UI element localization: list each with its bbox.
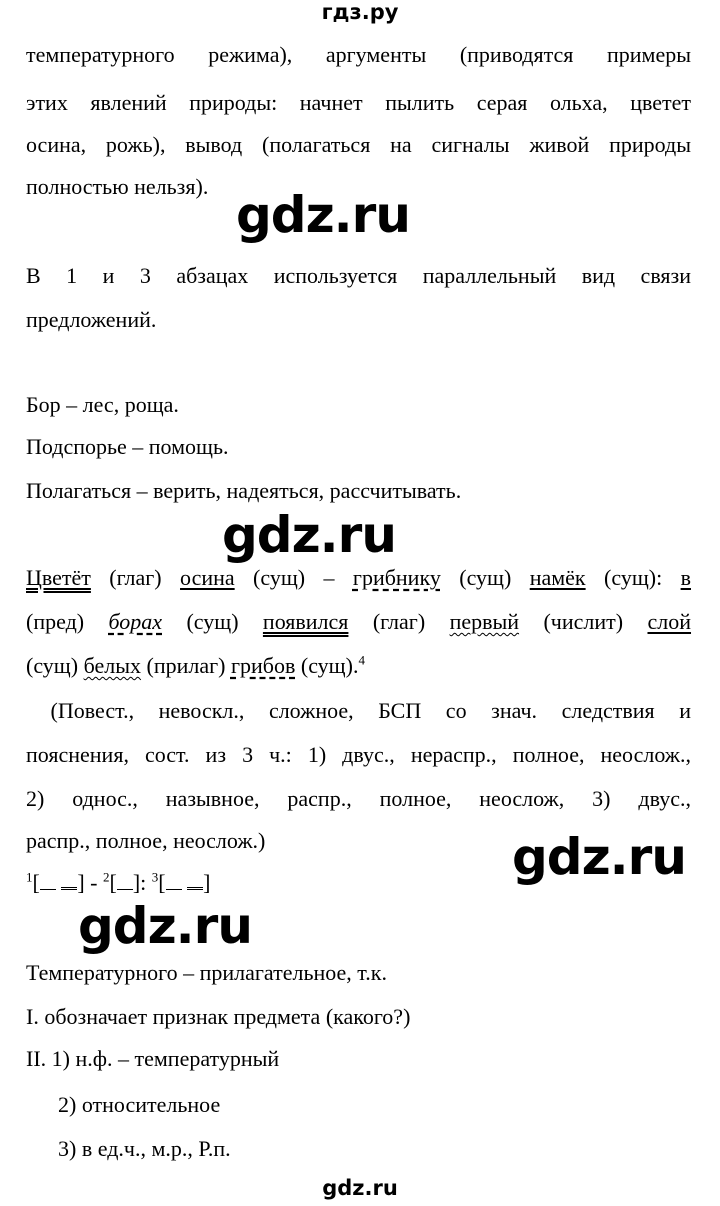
scheme-part-number: 2 xyxy=(102,869,110,885)
sentence-number: 4 xyxy=(358,652,365,668)
parse-line-3 xyxy=(26,653,365,679)
characteristic-line-4: распр., полное, неослож.) xyxy=(26,828,266,853)
morph-item: I. обозначает признак предмета (какого?) xyxy=(26,1004,411,1029)
bracket-open: [ xyxy=(109,870,117,895)
synonym-line: Бор – лес, роща. xyxy=(26,392,179,417)
parse-line-1 xyxy=(26,565,691,591)
header-site-label: гдз.ру xyxy=(321,0,399,24)
synonym-line: Полагаться – верить, надеяться, рассчитывать. xyxy=(26,478,462,503)
predicate-blank xyxy=(61,871,77,890)
attribute-word: белых xyxy=(83,653,142,678)
morph-item: II. 1) н.ф. – температурный xyxy=(26,1046,280,1071)
paragraph-1-line-4: полностью нельзя). xyxy=(26,174,209,199)
paragraph-2-line-2: предложений. xyxy=(26,307,157,332)
adverbial-word: борах xyxy=(108,609,163,634)
pos-tag: (глаг) xyxy=(348,609,450,634)
sentence-scheme xyxy=(26,870,210,896)
subject-blank xyxy=(166,873,182,890)
bracket-close: ] xyxy=(132,870,141,895)
predicate-word: Цветёт xyxy=(26,565,91,590)
morph-item: 2) относительное xyxy=(58,1092,221,1117)
object-word: грибнику xyxy=(352,565,441,590)
object-word: грибов xyxy=(230,653,296,678)
preposition-word: в xyxy=(680,565,691,590)
scheme-part-number: 1 xyxy=(26,869,33,885)
synonym-line: Подспорье – помощь. xyxy=(26,434,229,459)
pos-tag: (сущ) xyxy=(26,653,84,678)
pos-tag: (сущ) xyxy=(440,565,530,590)
pos-tag: (прилаг) xyxy=(141,653,231,678)
bracket-close: ] xyxy=(77,870,85,895)
footer-site-label: gdz.ru xyxy=(322,1176,398,1200)
pos-tag: (сущ) – xyxy=(234,565,353,590)
paragraph-1-line-3: осина, рожь), вывод (полагаться на сигналы живой природы xyxy=(26,132,691,157)
bracket-open: [ xyxy=(158,870,166,895)
subject-word: намёк xyxy=(529,565,586,590)
characteristic-line-2: пояснения, сост. из 3 ч.: 1) двус., нераспр., полное, неослож., xyxy=(26,742,691,767)
dash: - xyxy=(84,870,103,895)
watermark: gdz.ru xyxy=(512,828,686,886)
subject-word: слой xyxy=(647,609,692,634)
scheme-part-number: 3 xyxy=(151,869,159,885)
subject-blank xyxy=(40,873,56,890)
subject-blank xyxy=(117,873,133,890)
pos-tag: (сущ) xyxy=(162,609,263,634)
pos-tag: (числит) xyxy=(519,609,648,634)
pos-tag: (сущ). xyxy=(295,653,359,678)
characteristic-line-3: 2) однос., назывное, распр., полное, неослож, 3) двус., xyxy=(26,786,691,811)
predicate-word: появился xyxy=(262,609,349,634)
bracket-close: ] xyxy=(203,870,211,895)
paragraph-1-line-2: этих явлений природы: начнет пылить серая ольха, цветет xyxy=(26,90,691,115)
pos-tag: (пред) xyxy=(26,609,109,634)
predicate-blank xyxy=(187,871,203,890)
paragraph-1-line-1: температурного режима), аргументы (приводятся примеры xyxy=(26,42,691,67)
parse-line-2 xyxy=(26,609,691,635)
characteristic-line-1: (Повест., невоскл., сложное, БСП со знач. следствия и xyxy=(26,698,691,723)
attribute-word: первый xyxy=(449,609,520,634)
morph-item: 3) в ед.ч., м.р., Р.п. xyxy=(58,1136,231,1161)
paragraph-2-line-1: В 1 и 3 абзацах используется параллельный вид связи xyxy=(26,263,691,288)
pos-tag: (глаг) xyxy=(90,565,181,590)
bracket-open: [ xyxy=(32,870,40,895)
watermark: gdz.ru xyxy=(236,186,410,244)
colon: : xyxy=(140,870,152,895)
morph-title: Температурного – прилагательное, т.к. xyxy=(26,960,387,985)
pos-tag: (сущ): xyxy=(585,565,681,590)
watermark: gdz.ru xyxy=(222,506,396,564)
watermark: gdz.ru xyxy=(78,897,252,955)
subject-word: осина xyxy=(180,565,235,590)
